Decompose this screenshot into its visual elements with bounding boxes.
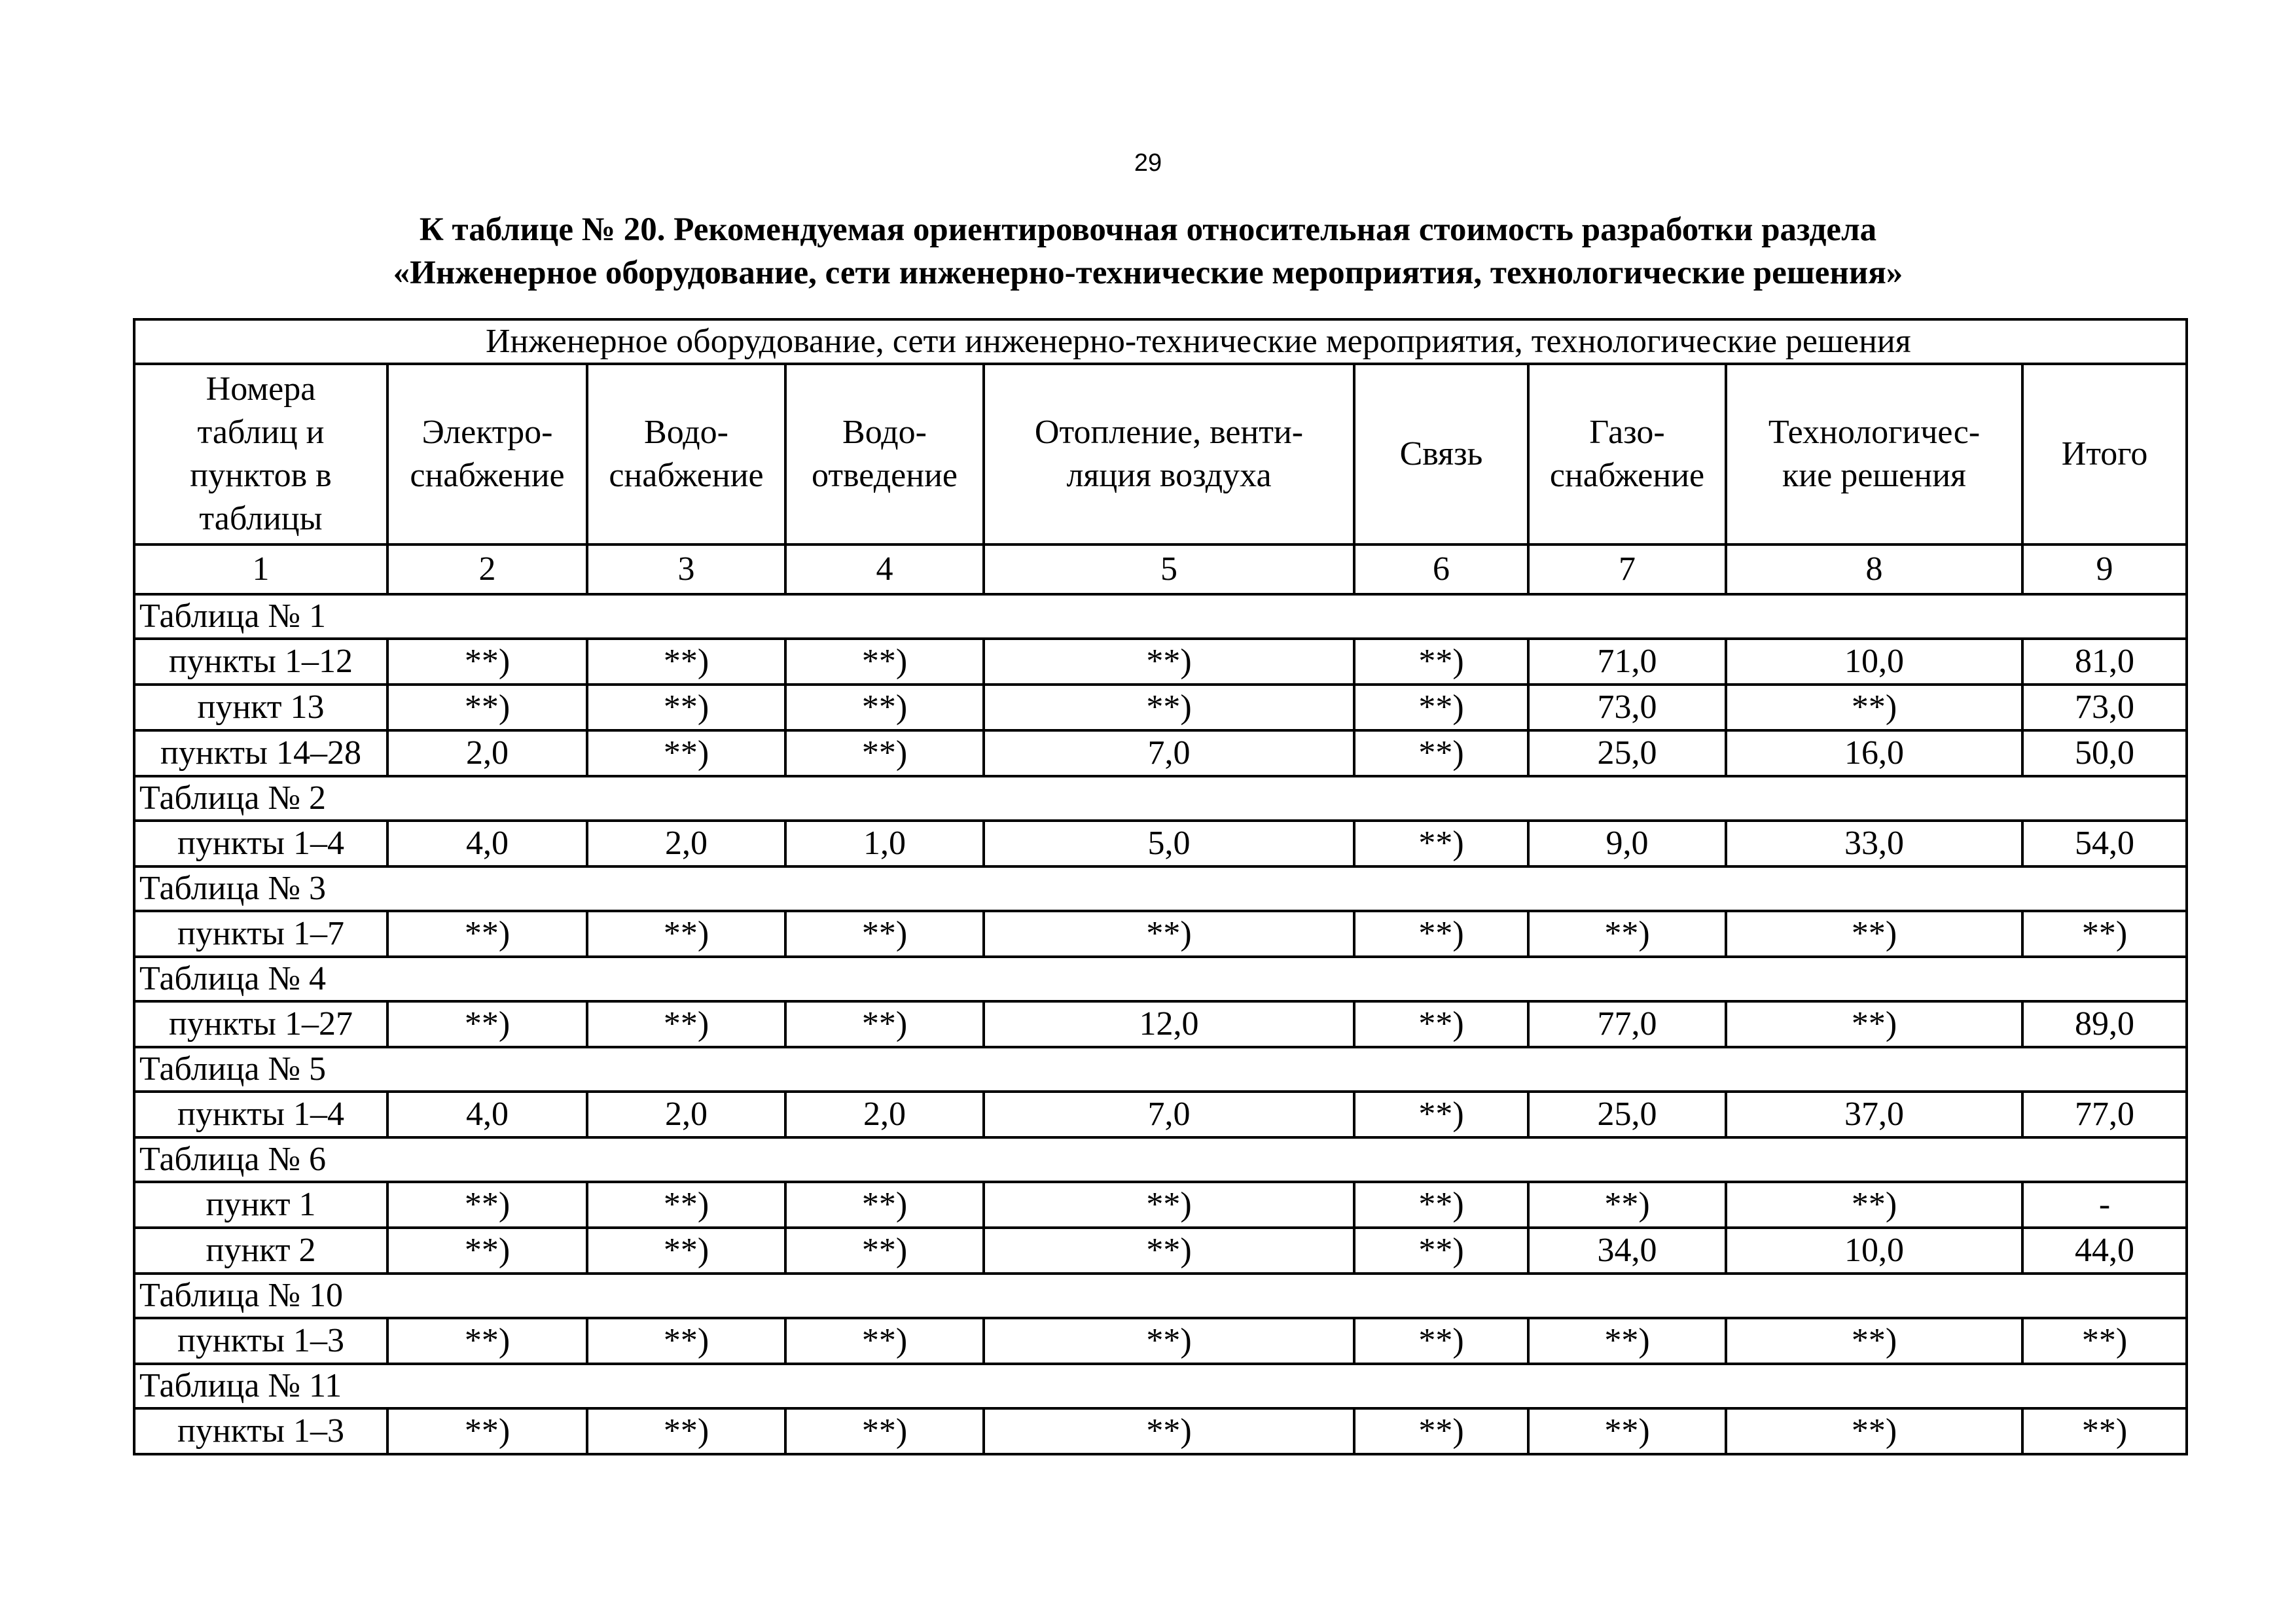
group-label: Таблица № 10 (134, 1274, 2187, 1318)
table-cell: **) (387, 1228, 587, 1274)
table-cell: **) (984, 911, 1354, 957)
table-cell: **) (984, 685, 1354, 730)
row-label: пункты 14–28 (134, 730, 387, 776)
table-cell: 4,0 (387, 1092, 587, 1137)
table-cell: **) (587, 1408, 785, 1454)
table-row (134, 1228, 2187, 1274)
table-cell: 12,0 (984, 1001, 1354, 1047)
super-header-row (134, 319, 2187, 364)
row-label: пункт 13 (134, 685, 387, 730)
column-number: 7 (1528, 544, 1726, 594)
table-cell: 89,0 (2022, 1001, 2187, 1047)
table-cell: **) (387, 911, 587, 957)
table-cell: **) (2022, 1318, 2187, 1364)
table-cell: 2,0 (587, 821, 785, 866)
table-cell: 25,0 (1528, 730, 1726, 776)
table-row (134, 639, 2187, 685)
group-label: Таблица № 4 (134, 957, 2187, 1001)
table-cell: **) (387, 1001, 587, 1047)
column-header-line: снабжение (1549, 457, 1705, 494)
table-cell: 34,0 (1528, 1228, 1726, 1274)
page-number: 29 (1134, 149, 1162, 177)
row-label: пункты 1–27 (134, 1001, 387, 1047)
table-cell: 1,0 (785, 821, 984, 866)
group-header-row (134, 1137, 2187, 1182)
table-cell: **) (587, 730, 785, 776)
table-cell: **) (587, 1001, 785, 1047)
column-header-line: таблиц и (197, 414, 325, 451)
table-cell: **) (1354, 1182, 1528, 1228)
table-cell: 5,0 (984, 821, 1354, 866)
row-label: пункты 1–3 (134, 1318, 387, 1364)
table-cell: **) (387, 639, 587, 685)
table-cell: 73,0 (2022, 685, 2187, 730)
table-cell: **) (785, 1182, 984, 1228)
table-cell: 7,0 (984, 1092, 1354, 1137)
column-number: 2 (387, 544, 587, 594)
table-cell: **) (1354, 1408, 1528, 1454)
column-header-line: таблицы (199, 500, 323, 537)
table-cell: **) (387, 1182, 587, 1228)
table-cell: 25,0 (1528, 1092, 1726, 1137)
table-cell: 33,0 (1726, 821, 2022, 866)
column-number-row (134, 544, 2187, 594)
table-cell: **) (587, 1228, 785, 1274)
column-header (1354, 364, 1528, 544)
group-header-row (134, 594, 2187, 639)
column-header-line: Водо- (644, 414, 728, 451)
title-line-1: К таблице № 20. Рекомендуемая ориентировочная относительная стоимость разработки раздела (419, 211, 1877, 248)
column-header-line: Итого (2061, 435, 2148, 473)
title-line-2: «Инженерное оборудование, сети инженерно-технические мероприятия, технологические решения» (393, 255, 1903, 291)
table-cell: **) (1726, 1001, 2022, 1047)
column-header-line: Номера (206, 370, 316, 408)
table-cell: **) (587, 685, 785, 730)
table-cell: **) (1354, 685, 1528, 730)
table-cell: 9,0 (1528, 821, 1726, 866)
column-header (1528, 364, 1726, 544)
column-header-line: пунктов в (190, 457, 332, 494)
column-header-line: кие решения (1782, 457, 1966, 494)
table-cell: **) (984, 1228, 1354, 1274)
table-cell: **) (1528, 1182, 1726, 1228)
column-number: 5 (984, 544, 1354, 594)
table-cell: 10,0 (1726, 639, 2022, 685)
group-header-row (134, 776, 2187, 821)
table-cell: **) (984, 1318, 1354, 1364)
column-header (387, 364, 587, 544)
table-cell: **) (785, 1228, 984, 1274)
row-label: пункты 1–4 (134, 1092, 387, 1137)
row-label: пункты 1–7 (134, 911, 387, 957)
column-header-row (134, 364, 2187, 544)
table-row (134, 911, 2187, 957)
table-cell: 77,0 (2022, 1092, 2187, 1137)
table-cell: 54,0 (2022, 821, 2187, 866)
group-label: Таблица № 5 (134, 1047, 2187, 1092)
table-cell: **) (984, 1408, 1354, 1454)
group-label: Таблица № 1 (134, 594, 2187, 639)
table-cell: **) (587, 1182, 785, 1228)
column-header-line: Электро- (422, 414, 553, 451)
table-cell: **) (387, 1408, 587, 1454)
group-header-row (134, 1364, 2187, 1408)
column-header-line: Технологичес- (1768, 414, 1981, 451)
table-row (134, 821, 2187, 866)
column-number: 1 (134, 544, 387, 594)
column-header-line: Газо- (1589, 414, 1665, 451)
table-cell: **) (1726, 1318, 2022, 1364)
table-cell: 7,0 (984, 730, 1354, 776)
row-label: пункт 2 (134, 1228, 387, 1274)
table-cell: **) (785, 730, 984, 776)
table-cell: **) (1354, 1001, 1528, 1047)
group-header-row (134, 866, 2187, 911)
column-header-line: снабжение (609, 457, 764, 494)
table-cell: 77,0 (1528, 1001, 1726, 1047)
table-row (134, 1001, 2187, 1047)
table-cell: - (2022, 1182, 2187, 1228)
group-header-row (134, 957, 2187, 1001)
column-number: 4 (785, 544, 984, 594)
table-cell: 2,0 (587, 1092, 785, 1137)
table-cell: **) (1354, 730, 1528, 776)
group-header-row (134, 1047, 2187, 1092)
column-header-line: Отопление, венти- (1034, 414, 1304, 451)
table-cell: **) (785, 1408, 984, 1454)
table-cell: 81,0 (2022, 639, 2187, 685)
column-header (785, 364, 984, 544)
table-cell: **) (1354, 1228, 1528, 1274)
table-cell: **) (984, 1182, 1354, 1228)
row-label: пункты 1–3 (134, 1408, 387, 1454)
table-row (134, 730, 2187, 776)
table-cell: **) (785, 911, 984, 957)
table-cell: **) (1528, 1318, 1726, 1364)
column-header (587, 364, 785, 544)
row-label: пункты 1–4 (134, 821, 387, 866)
column-header-line: Водо- (842, 414, 927, 451)
column-header (134, 364, 387, 544)
table-cell: **) (587, 639, 785, 685)
group-header-row (134, 1274, 2187, 1318)
column-number: 8 (1726, 544, 2022, 594)
table-cell: **) (1726, 1408, 2022, 1454)
table-cell: **) (785, 1001, 984, 1047)
table-cell: **) (2022, 1408, 2187, 1454)
table-cell: **) (785, 639, 984, 685)
row-label: пункт 1 (134, 1182, 387, 1228)
table-cell: 10,0 (1726, 1228, 2022, 1274)
table-cell: **) (1354, 1092, 1528, 1137)
table-cell: 50,0 (2022, 730, 2187, 776)
table-cell: **) (1354, 821, 1528, 866)
table-cell: **) (1726, 911, 2022, 957)
table-cell: 73,0 (1528, 685, 1726, 730)
super-header-blank (134, 319, 387, 364)
table-cell: 44,0 (2022, 1228, 2187, 1274)
table-cell: **) (1528, 1408, 1726, 1454)
column-number: 9 (2022, 544, 2187, 594)
column-header (1726, 364, 2022, 544)
group-label: Таблица № 3 (134, 866, 2187, 911)
table-cell: **) (785, 1318, 984, 1364)
column-header-line: ляция воздуха (1066, 457, 1272, 494)
group-label: Таблица № 6 (134, 1137, 2187, 1182)
column-header (984, 364, 1354, 544)
table-cell: **) (785, 685, 984, 730)
super-header: Инженерное оборудование, сети инженерно-технические мероприятия, технологические решения (387, 319, 2187, 364)
table-cell: **) (2022, 911, 2187, 957)
table-cell: 2,0 (387, 730, 587, 776)
column-number: 3 (587, 544, 785, 594)
column-header (2022, 364, 2187, 544)
group-label: Таблица № 11 (134, 1364, 2187, 1408)
table-cell: **) (1354, 639, 1528, 685)
table-row (134, 1318, 2187, 1364)
table-cell: **) (587, 1318, 785, 1364)
table-row (134, 1182, 2187, 1228)
cost-table (133, 318, 2188, 1455)
table-cell: 37,0 (1726, 1092, 2022, 1137)
table-cell: **) (387, 685, 587, 730)
table-cell: **) (1354, 911, 1528, 957)
row-label: пункты 1–12 (134, 639, 387, 685)
table-row (134, 685, 2187, 730)
column-number: 6 (1354, 544, 1528, 594)
table-cell: **) (1726, 685, 2022, 730)
table-cell: **) (387, 1318, 587, 1364)
table-cell: **) (587, 911, 785, 957)
table-row (134, 1092, 2187, 1137)
table-cell: 16,0 (1726, 730, 2022, 776)
table-cell: 4,0 (387, 821, 587, 866)
group-label: Таблица № 2 (134, 776, 2187, 821)
table-cell: **) (1354, 1318, 1528, 1364)
table-cell: 2,0 (785, 1092, 984, 1137)
column-header-line: снабжение (410, 457, 565, 494)
table-row (134, 1408, 2187, 1454)
column-header-line: Связь (1399, 435, 1483, 473)
table-cell: **) (984, 639, 1354, 685)
table-cell: **) (1726, 1182, 2022, 1228)
document-title (131, 208, 2165, 294)
table-cell: 71,0 (1528, 639, 1726, 685)
column-header-line: отведение (812, 457, 958, 494)
table-cell: **) (1528, 911, 1726, 957)
